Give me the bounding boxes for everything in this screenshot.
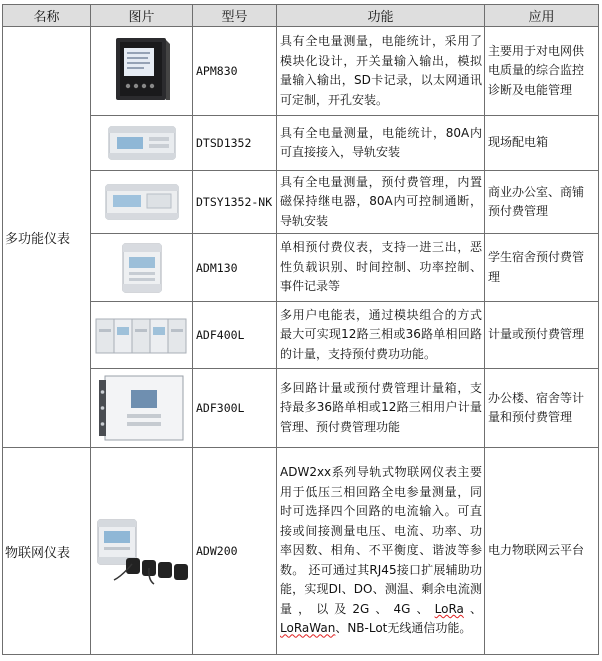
product-image-adm130: [91, 234, 193, 302]
function-text: 、NB-Lot无线通信功能。: [335, 621, 472, 636]
function-cell: 多回路计量或预付费管理计量箱，支持最多36路单相或12路三相用户计量管理、预付费管理功能: [277, 369, 485, 448]
metering-box-icon: [97, 372, 187, 444]
table-row: [3, 448, 599, 655]
application-cell: 主要用于对电网供电质量的综合监控诊断及电能管理: [485, 27, 599, 116]
model-cell: ADW200: [193, 448, 277, 655]
prepaid-din-meter-icon: [103, 179, 181, 225]
application-cell: 现场配电箱: [485, 116, 599, 171]
header-application: 应用: [485, 5, 599, 27]
product-image-adf300l: [91, 369, 193, 448]
application-cell: 学生宿舍预付费管理: [485, 234, 599, 302]
modular-meter-icon: [94, 311, 190, 359]
function-cell: 多用户电能表，通过模块组合的方式最大可实现12路三相或36路单相回路的计量，支持预付费功功能。: [277, 302, 485, 369]
function-cell: 具有全电量测量，预付费管理，内置磁保持继电器，80A内可控制通断，导轨安装: [277, 171, 485, 234]
panel-meter-icon: [110, 34, 174, 108]
product-spec-table: [2, 4, 599, 655]
application-cell: 办公楼、宿舍等计量和预付费管理: [485, 369, 599, 448]
application-cell: 计量或预付费管理: [485, 302, 599, 369]
table-row: [3, 27, 599, 116]
header-picture: 图片: [91, 5, 193, 27]
table-row: [3, 369, 599, 448]
application-cell: 商业办公室、商铺预付费管理: [485, 171, 599, 234]
lorawan-term: LoRaWan: [280, 621, 336, 636]
header-name: 名称: [3, 5, 91, 27]
model-cell: DTSY1352-NK: [193, 171, 277, 234]
function-cell: 具有全电量测量，电能统计，采用了模块化设计，开关量输入输出，模拟量输入输出，SD卡记录，以太网通讯可定制，开孔安装。: [277, 27, 485, 116]
function-cell: 单相预付费仪表，支持一进三出，恶性负载识别、时间控制、功率控制、事件记录等: [277, 234, 485, 302]
din-rail-meter-icon: [105, 121, 179, 165]
group-name-iot: 物联网仪表: [3, 448, 91, 655]
product-image-adw200: [91, 448, 193, 655]
product-image-apm830: [91, 27, 193, 116]
model-cell: ADM130: [193, 234, 277, 302]
table-row: [3, 116, 599, 171]
function-text: 、: [463, 601, 482, 616]
lora-term: LoRa: [434, 601, 464, 616]
function-text: ADW2xx系列导轨式物联网仪表主要用于低压三相回路全电参量测量，同时可选择四个回路的电流输入。可直接或间接测量电压、电流、功率、功率因数、相角、不平衡度、谐波等参数。 还可通过其RJ45接口扩展辅助功能，实现DI、DO、测温、剩余电流测量，以及2G、4G、: [280, 465, 482, 616]
model-cell: ADF400L: [193, 302, 277, 369]
table-row: [3, 234, 599, 302]
function-cell: [277, 448, 485, 655]
function-cell: 具有全电量测量，电能统计，80A内可直接接入，导轨安装: [277, 116, 485, 171]
product-image-dtsd1352: [91, 116, 193, 171]
model-cell: APM830: [193, 27, 277, 116]
product-image-dtsy1352-nk: [91, 171, 193, 234]
table-header-row: [3, 5, 599, 27]
table-row: [3, 171, 599, 234]
iot-meter-icon: [92, 514, 192, 588]
single-phase-meter-icon: [117, 240, 167, 296]
group-name-multifunction: 多功能仪表: [3, 27, 91, 448]
application-cell: 电力物联网云平台: [485, 448, 599, 655]
model-cell: DTSD1352: [193, 116, 277, 171]
table-row: [3, 302, 599, 369]
header-function: 功能: [277, 5, 485, 27]
header-model: 型号: [193, 5, 277, 27]
product-image-adf400l: [91, 302, 193, 369]
model-cell: ADF300L: [193, 369, 277, 448]
